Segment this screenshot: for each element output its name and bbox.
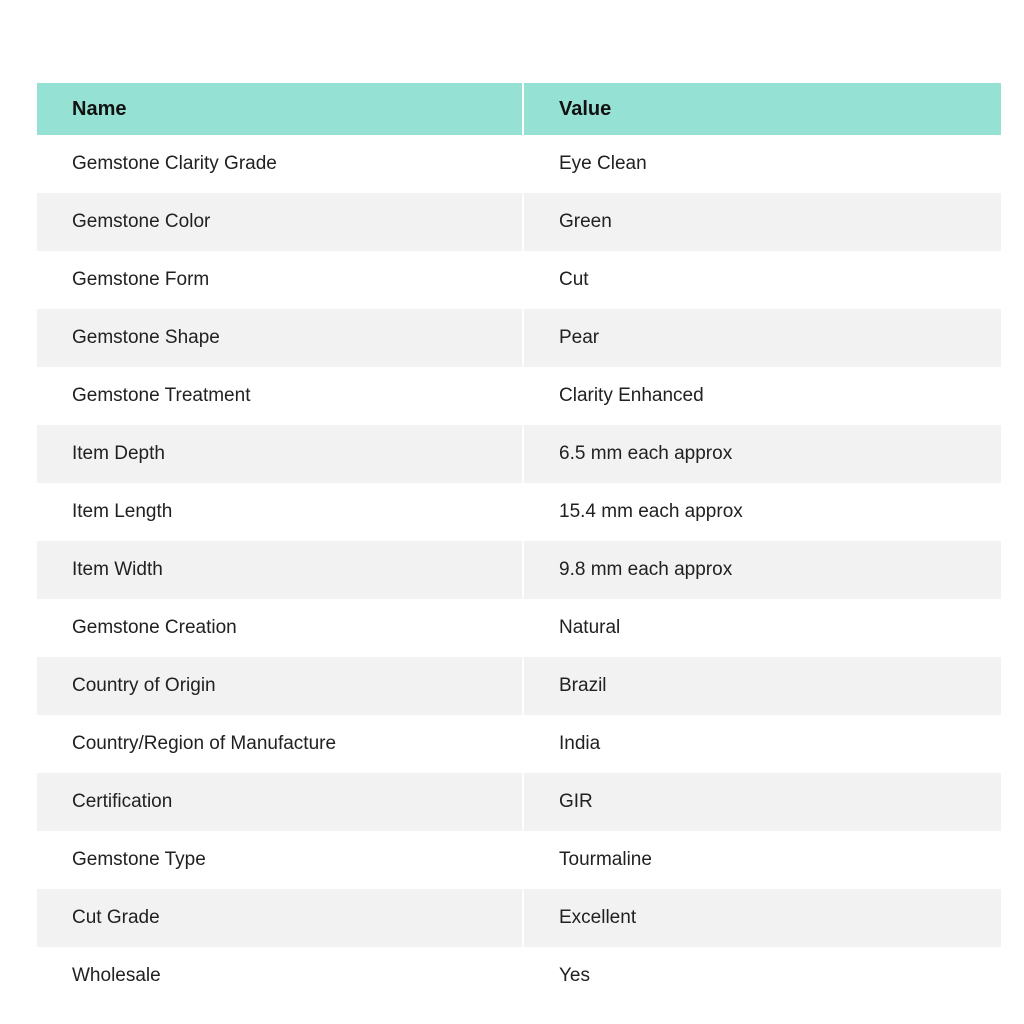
cell-name: Gemstone Shape <box>37 309 523 367</box>
table-row <box>37 773 1001 831</box>
table-row <box>37 657 1001 715</box>
cell-value: India <box>523 715 1001 773</box>
header-row <box>37 83 1001 135</box>
cell-name: Gemstone Treatment <box>37 367 523 425</box>
cell-value: Natural <box>523 599 1001 657</box>
cell-name: Gemstone Form <box>37 251 523 309</box>
table-row <box>37 831 1001 889</box>
cell-value: 6.5 mm each approx <box>523 425 1001 483</box>
cell-name: Item Depth <box>37 425 523 483</box>
table-row <box>37 367 1001 425</box>
product-specs-container <box>37 83 1001 1005</box>
table-row <box>37 599 1001 657</box>
cell-value: Excellent <box>523 889 1001 947</box>
cell-name: Country of Origin <box>37 657 523 715</box>
table-row <box>37 889 1001 947</box>
cell-value: Eye Clean <box>523 135 1001 193</box>
cell-name: Wholesale <box>37 947 523 1005</box>
table-row <box>37 251 1001 309</box>
cell-value: Cut <box>523 251 1001 309</box>
table-row <box>37 135 1001 193</box>
cell-name: Gemstone Clarity Grade <box>37 135 523 193</box>
table-row <box>37 483 1001 541</box>
cell-value: Brazil <box>523 657 1001 715</box>
table-row <box>37 425 1001 483</box>
cell-value: Tourmaline <box>523 831 1001 889</box>
column-header-value: Value <box>523 83 1001 135</box>
table-row <box>37 947 1001 1005</box>
cell-name: Gemstone Creation <box>37 599 523 657</box>
cell-name: Country/Region of Manufacture <box>37 715 523 773</box>
table-row <box>37 541 1001 599</box>
cell-value: 9.8 mm each approx <box>523 541 1001 599</box>
table-row <box>37 193 1001 251</box>
table-row <box>37 715 1001 773</box>
cell-value: Pear <box>523 309 1001 367</box>
table-row <box>37 309 1001 367</box>
cell-name: Cut Grade <box>37 889 523 947</box>
cell-value: Yes <box>523 947 1001 1005</box>
cell-name: Item Width <box>37 541 523 599</box>
table-body <box>37 135 1001 1005</box>
cell-name: Certification <box>37 773 523 831</box>
cell-name: Gemstone Type <box>37 831 523 889</box>
cell-value: 15.4 mm each approx <box>523 483 1001 541</box>
cell-name: Gemstone Color <box>37 193 523 251</box>
cell-value: Clarity Enhanced <box>523 367 1001 425</box>
cell-value: Green <box>523 193 1001 251</box>
column-header-name: Name <box>37 83 523 135</box>
cell-name: Item Length <box>37 483 523 541</box>
spec-table <box>37 83 1001 1005</box>
cell-value: GIR <box>523 773 1001 831</box>
table-header <box>37 83 1001 135</box>
